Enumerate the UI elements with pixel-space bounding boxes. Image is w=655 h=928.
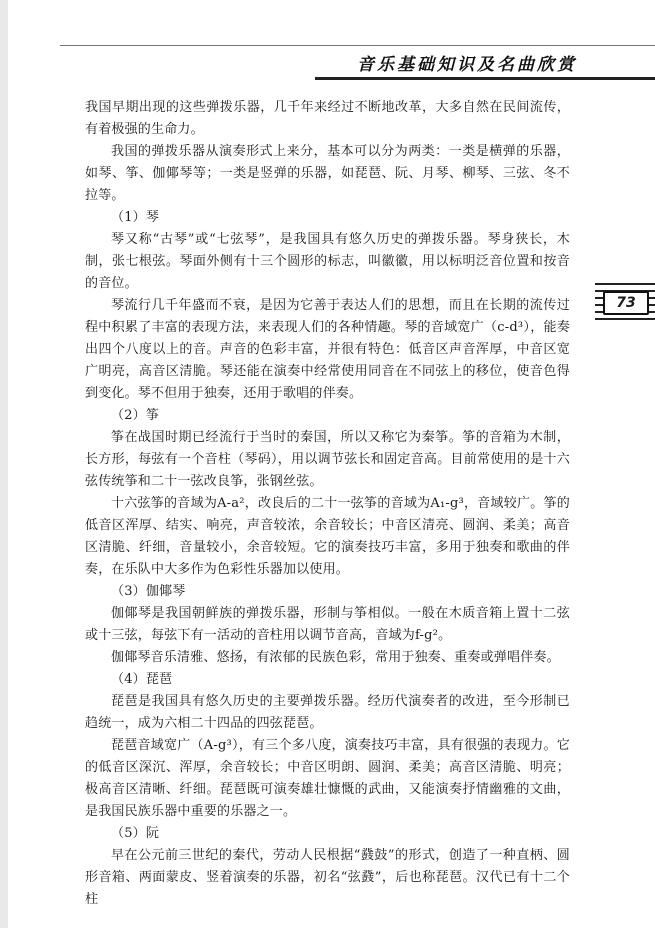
paragraph: 十六弦筝的音域为A-a²，改良后的二十一弦筝的音域为A₁-g³，音域较广。筝的低音区浑厚、结实、响亮，声音较浓，余音较长；中音区清亮、圆润、柔美；高音区清脆、纤细，音量较小，余音较短。它的演奏技巧丰富，多用于独奏和歌曲的伴奏，在乐队中大多作为色彩性乐器加以使用。 <box>85 496 570 577</box>
paragraph: 我国早期出现的这些弹拨乐器，几千年来经过不断地改革，大多自然在民间流传，有着极强的生命力。 <box>85 100 570 137</box>
paragraph: 早在公元前三世纪的秦代，劳动人民根据“鼗鼓”的形式，创造了一种直柄、圆形音箱、两面蒙皮、竖着演奏的乐器，初名“弦鼗”，后也称琵琶。汉代已有十二个柱 <box>85 848 570 907</box>
section-heading-qin: （1）琴 <box>111 210 160 225</box>
paragraph: 筝在战国时期已经流行于当时的秦国，所以又称它为秦筝。筝的音箱为木制，长方形，每弦有一个音柱（琴码），用以调节弦长和固定音高。目前常使用的是十六弦传统筝和二十一弦改良筝，张钢丝弦。 <box>85 430 570 489</box>
paragraph: 琵琶是我国具有悠久历史的主要弹拨乐器。经历代演奏者的改进，至今形制已趋统一，成为六相二十四品的四弦琵琶。 <box>85 694 570 731</box>
body-text <box>85 97 570 911</box>
running-header-title: 音乐基础知识及名曲欣赏 <box>357 55 577 75</box>
section-heading-gayageum: （3）伽倻琴 <box>111 584 186 599</box>
section-heading-zheng: （2）筝 <box>111 408 160 423</box>
header-thin-rule <box>60 45 655 46</box>
header-thick-rule <box>315 77 655 80</box>
section-heading-pipa: （4）琵琶 <box>111 672 173 687</box>
page-number: 73 <box>603 291 649 315</box>
paragraph: 琵琶音域宽广（A-g³），有三个多八度，演奏技巧丰富，具有很强的表现力。它的低音区深沉、浑厚，余音较长；中音区明朗、圆润、柔美；高音区清脆、明亮；极高音区清晰、纤细。琵琶既可演奏雄壮慷慨的武曲，又能演奏抒情幽雅的文曲，是我国民族乐器中重要的乐器之一。 <box>85 738 570 819</box>
paragraph: 伽倻琴是我国朝鲜族的弹拨乐器，形制与筝相似。一般在木质音箱上置十二弦或十三弦，每弦下有一活动的音柱用以调节音高，音域为f-g²。 <box>85 606 570 643</box>
page-number-tab <box>595 283 655 319</box>
paragraph: 我国的弹拨乐器从演奏形式上来分，基本可以分为两类：一类是横弹的乐器，如琴、筝、伽倻琴等；一类是竖弹的乐器，如琵琶、阮、月琴、柳琴、三弦、冬不拉等。 <box>85 144 570 203</box>
paragraph: 琴流行几千年盛而不衰，是因为它善于表达人们的思想，而且在长期的流传过程中积累了丰富的表现方法，来表现人们的各种情趣。琴的音域宽广（c-d³），能奏出四个八度以上的音。声音的色彩丰富，并很有特色：低音区声音浑厚，中音区宽广明亮，高音区清脆。琴还能在演奏中经常使用同音在不同弦上的移位，使音色得到变化。琴不但用于独奏，还用于歌唱的伴奏。 <box>85 298 570 401</box>
section-heading-ruan: （5）阮 <box>111 826 160 841</box>
page-left-edge-shadow <box>0 0 8 928</box>
paragraph: 伽倻琴音乐清雅、悠扬，有浓郁的民族色彩，常用于独奏、重奏或弹唱伴奏。 <box>111 650 560 665</box>
paragraph: 琴又称“古琴”或“七弦琴”，是我国具有悠久历史的弹拨乐器。琴身狭长，木制，张七根弦。琴面外侧有十三个圆形的标志，叫徽徽，用以标明泛音位置和按音的音位。 <box>85 232 570 291</box>
